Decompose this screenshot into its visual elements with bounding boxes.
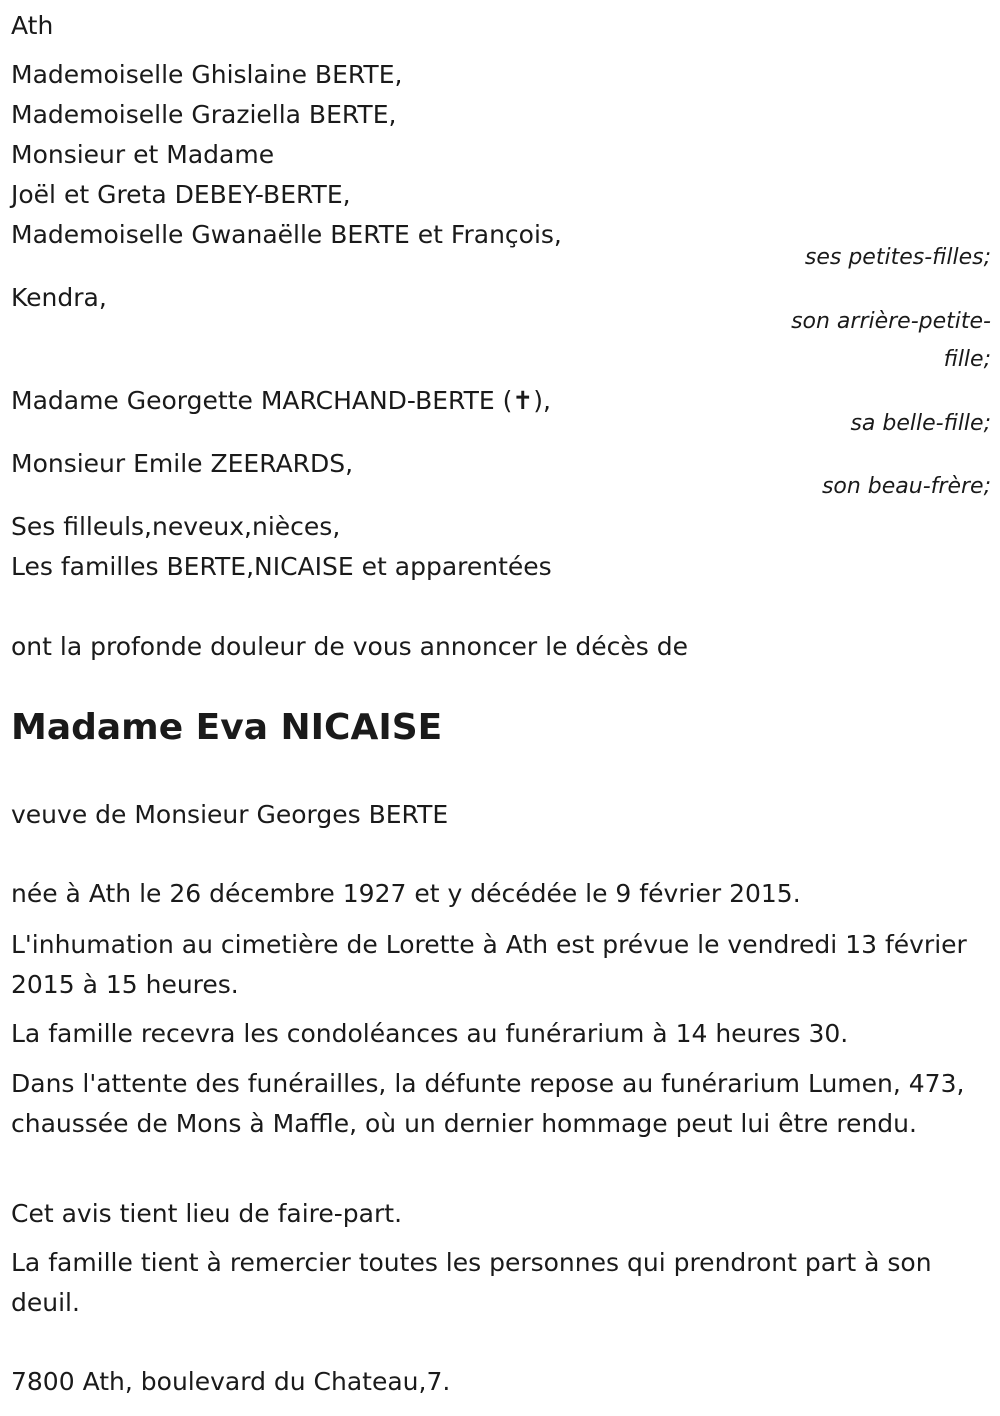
relatives-line: Ses filleuls,neveux,nièces,	[11, 512, 341, 541]
condolences-text: La famille recevra les condoléances au funérarium à 14 heures 30.	[11, 1019, 849, 1048]
great-granddaughter-role-continued: fille;	[943, 347, 991, 372]
daughter-in-law-role: sa belle-fille;	[850, 411, 991, 436]
obituary-notice	[11, 0, 991, 1416]
thanks-text: La famille tient à remercier toutes les personnes qui prendront part à son deuil.	[11, 1248, 932, 1317]
repose-text: Dans l'attente des funérailles, la défunte repose au funérarium Lumen, 473, chaussée de Mons à Maffle, où un dernier hommage peut lui être rendu.	[11, 1069, 965, 1138]
granddaughter-line: Mademoiselle Gwanaëlle BERTE et François,	[11, 220, 562, 249]
brother-in-law-line: Monsieur Emile ZEERARDS,	[11, 449, 354, 478]
daughter-in-law-line: Madame Georgette MARCHAND-BERTE (✝),	[11, 386, 551, 415]
announcement-text: ont la profonde douleur de vous annoncer le décès de	[11, 632, 689, 661]
widow-of-text: veuve de Monsieur Georges BERTE	[11, 800, 449, 829]
notice-text: Cet avis tient lieu de faire-part.	[11, 1199, 403, 1228]
burial-text: L'inhumation au cimetière de Lorette à Ath est prévue le vendredi 13 février 2015 à 15 heures.	[11, 930, 967, 999]
great-granddaughter-role: son arrière-petite-	[791, 309, 991, 334]
brother-in-law-role: son beau-frère;	[821, 474, 991, 499]
granddaughter-line: Monsieur et Madame	[11, 140, 275, 169]
city-label: Ath	[11, 11, 54, 40]
granddaughter-line: Mademoiselle Graziella BERTE,	[11, 100, 397, 129]
birth-death-text: née à Ath le 26 décembre 1927 et y décédée le 9 février 2015.	[11, 879, 801, 908]
granddaughter-line: Mademoiselle Ghislaine BERTE,	[11, 60, 403, 89]
granddaughter-line: Joël et Greta DEBEY-BERTE,	[11, 180, 351, 209]
great-granddaughter-line: Kendra,	[11, 283, 107, 312]
granddaughters-role: ses petites-filles;	[804, 245, 991, 270]
address-text: 7800 Ath, boulevard du Chateau,7.	[11, 1367, 451, 1396]
relatives-line: Les familles BERTE,NICAISE et apparentées	[11, 552, 552, 581]
deceased-name: Madame Eva NICAISE	[11, 707, 443, 748]
